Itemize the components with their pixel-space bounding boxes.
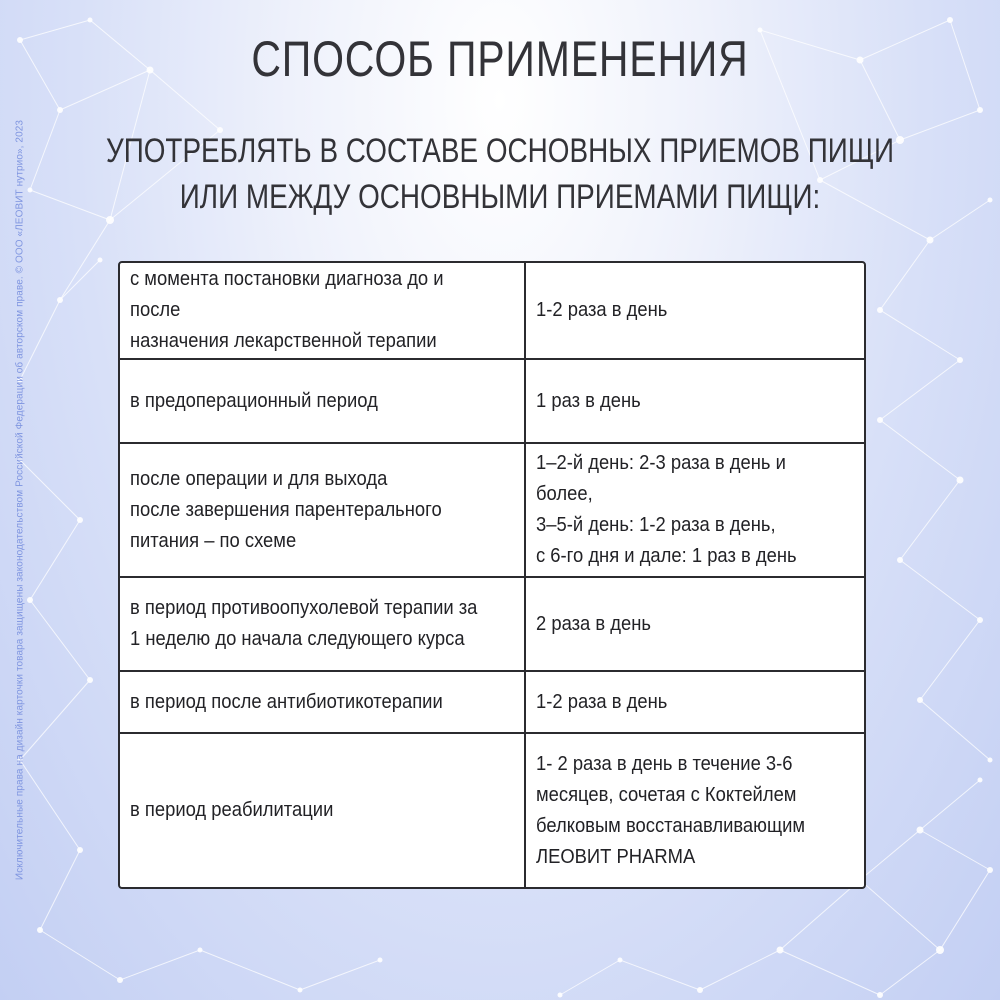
dosage-text: 1- 2 раза в день в течение 3-6 месяцев, сочетая с Коктейлем белковым восстанавливающим ЛЕОВИТ PHARMA bbox=[536, 752, 806, 868]
dosage-cell bbox=[525, 443, 864, 577]
condition-text: с момента постановки диагноза до и после назначения лекарственной терапии bbox=[130, 268, 444, 352]
table-row bbox=[120, 359, 864, 443]
page-title: СПОСОБ ПРИМЕНЕНИЯ bbox=[251, 31, 749, 87]
dosage-cell bbox=[525, 359, 864, 443]
table-row bbox=[120, 577, 864, 671]
copyright-note-text: Исключительные права на дизайн карточки товара защищены законодательством Российской Федерации об авторском праве. © ООО «ЛЕОВИТ нутрио», 2023 bbox=[14, 119, 26, 881]
table-row bbox=[120, 671, 864, 733]
dosage-cell bbox=[525, 733, 864, 887]
condition-text: в период противоопухолевой терапии за 1 неделю до начала следующего курса bbox=[130, 597, 478, 650]
condition-text: в период реабилитации bbox=[130, 799, 334, 821]
condition-cell bbox=[120, 263, 525, 359]
condition-text: после операции и для выхода после завершения парентерального питания – по схеме bbox=[130, 467, 442, 552]
page-subtitle bbox=[90, 128, 910, 220]
dosage-cell bbox=[525, 671, 864, 733]
dosage-text: 1-2 раза в день bbox=[536, 690, 668, 713]
dosage-table bbox=[118, 261, 866, 889]
condition-cell bbox=[120, 577, 525, 671]
dosage-text: 1-2 раза в день bbox=[536, 299, 668, 321]
subtitle-line-2: ИЛИ МЕЖДУ ОСНОВНЫМИ ПРИЕМАМИ ПИЩИ: bbox=[179, 178, 821, 216]
condition-cell bbox=[120, 671, 525, 733]
condition-text: в предоперационный период bbox=[130, 389, 378, 412]
condition-text: в период после антибиотикотерапии bbox=[130, 690, 443, 713]
dosage-cell bbox=[525, 263, 864, 359]
condition-cell bbox=[120, 359, 525, 443]
table-row bbox=[120, 733, 864, 887]
dosage-text: 1 раз в день bbox=[536, 389, 641, 412]
subtitle-line-1: УПОТРЕБЛЯТЬ В СОСТАВЕ ОСНОВНЫХ ПРИЕМОВ ПИЩИ bbox=[105, 132, 895, 170]
table-row bbox=[120, 263, 864, 359]
dosage-cell bbox=[525, 577, 864, 671]
dosage-text: 2 раза в день bbox=[536, 612, 651, 635]
dosage-text: 1–2-й день: 2-3 раза в день и более, 3–5-й день: 1-2 раза в день, с 6-го дня и дале: 1 раз в день bbox=[536, 452, 797, 567]
condition-cell bbox=[120, 443, 525, 577]
dosage-table-grid bbox=[120, 263, 864, 887]
condition-cell bbox=[120, 733, 525, 887]
copyright-note bbox=[0, 0, 40, 1000]
table-row bbox=[120, 443, 864, 577]
